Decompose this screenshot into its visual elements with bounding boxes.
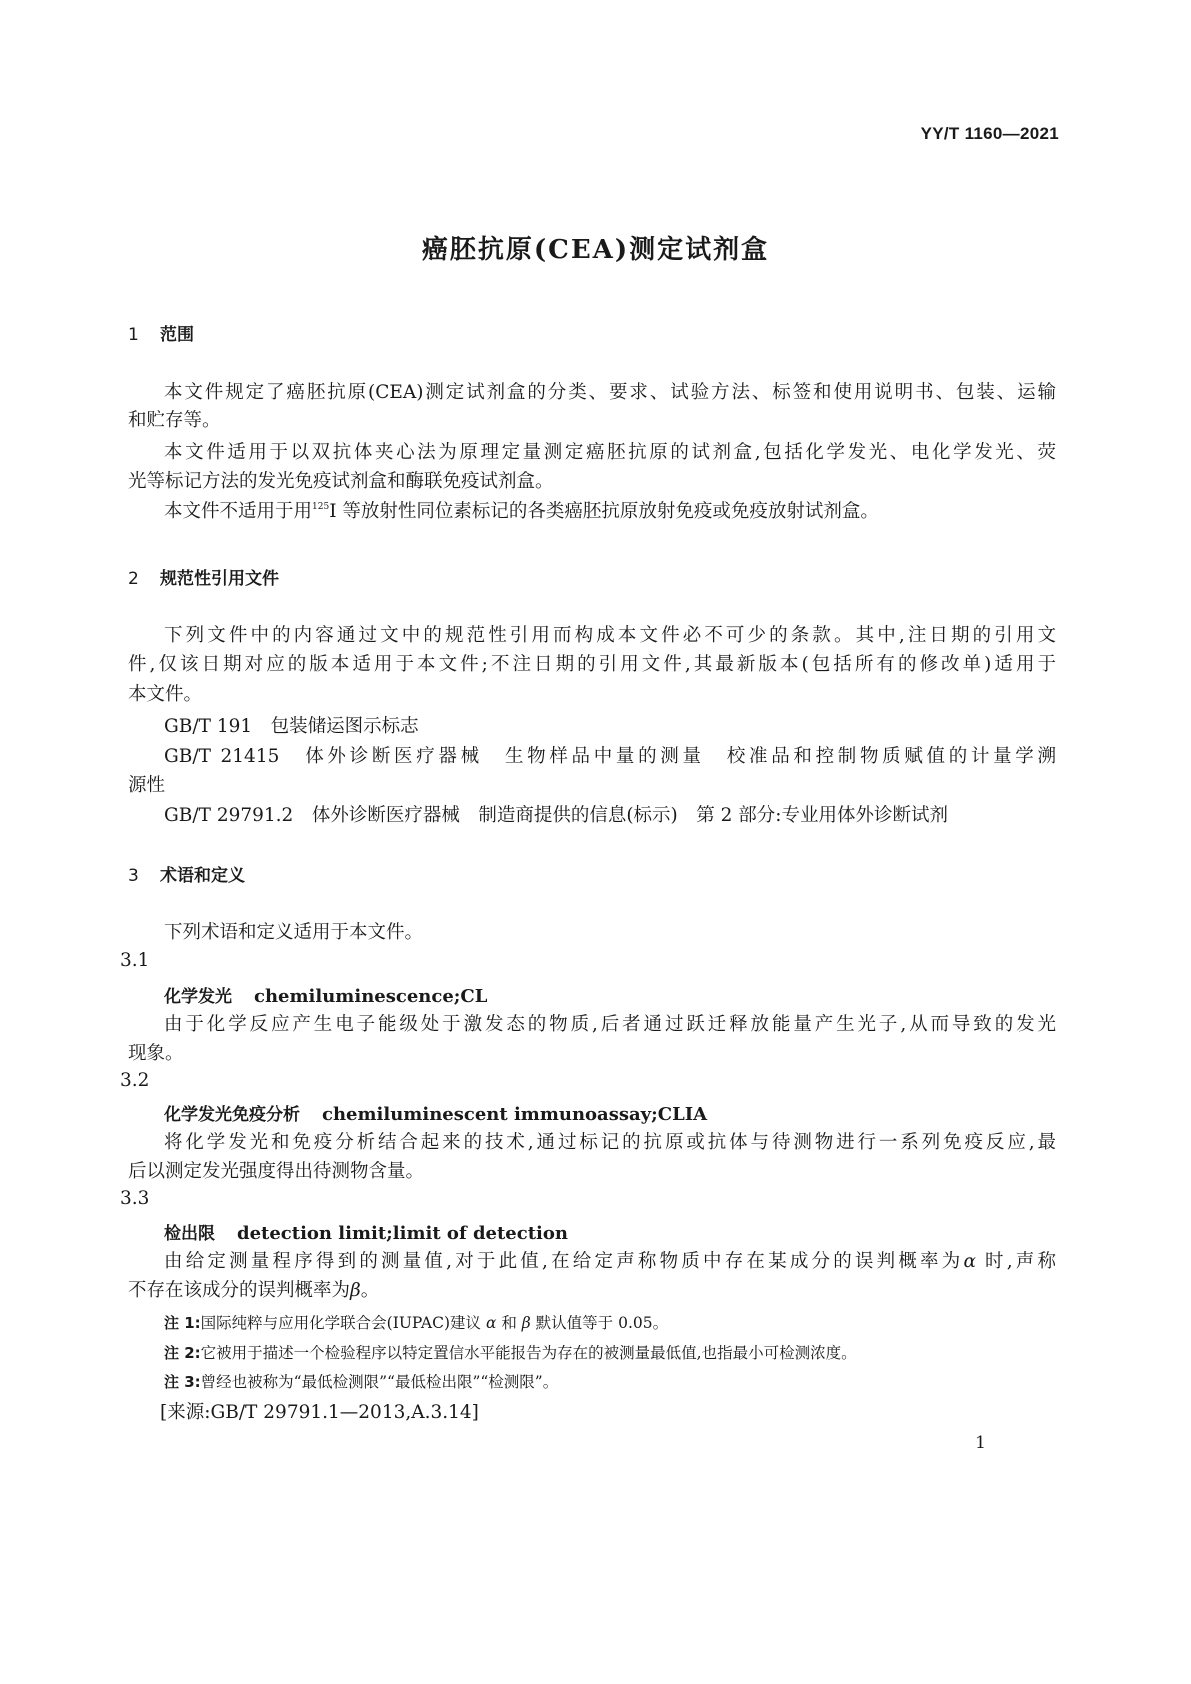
note-1 — [164, 1311, 668, 1333]
section-1-paragraph-1-line-1: 本文件规定了癌胚抗原(CEA)测定试剂盒的分类、要求、试验方法、标签和使用说明书、包装、运输 — [164, 382, 1056, 403]
section-1-number: 1 — [128, 325, 139, 345]
section-2-number: 2 — [128, 569, 139, 589]
section-2-intro-line-2: 件,仅该日期对应的版本适用于本文件;不注日期的引用文件,其最新版本(包括所有的修改单)适用于 — [128, 654, 1056, 675]
section-2-intro-line-3: 本文件。 — [128, 684, 203, 705]
section-1-title: 范围 — [160, 325, 194, 345]
note-2-label: 注 2: — [164, 1344, 201, 1362]
section-1-heading — [128, 320, 194, 345]
note-1-text-c: 默认值等于 0.05。 — [530, 1314, 669, 1332]
term-3-3-def2-text-b: 。 — [360, 1280, 380, 1301]
term-3-1-heading — [164, 982, 487, 1007]
term-3-2-definition-line-1: 将化学发光和免疫分析结合起来的技术,通过标记的抗原或抗体与待测物进行一系列免疫反应,最 — [164, 1132, 1056, 1153]
term-3-2-heading — [164, 1100, 707, 1125]
term-3-3-english: detection limit;limit of detection — [237, 1223, 568, 1244]
section-3-heading — [128, 861, 245, 886]
section-1-paragraph-3 — [164, 497, 879, 523]
reference-gbt-21415-line-2: 源性 — [128, 775, 166, 796]
term-3-3-definition-line-2 — [128, 1276, 379, 1302]
term-3-3-def2-text-a: 不存在该成分的误判概率为 — [128, 1280, 351, 1301]
term-3-2-chinese: 化学发光免疫分析 — [164, 1105, 300, 1125]
reference-gbt-29791-2: GB/T 29791.2 体外诊断医疗器械 制造商提供的信息(标示) 第 2 部分:专业用体外诊断试剂 — [164, 805, 949, 826]
term-3-3-def-text-b: 时,声称 — [975, 1251, 1057, 1272]
term-3-3-number: 3.3 — [120, 1188, 150, 1209]
term-3-2-number: 3.2 — [120, 1070, 150, 1091]
page-number: 1 — [975, 1433, 986, 1453]
term-3-3-chinese: 检出限 — [164, 1224, 215, 1244]
term-3-1-english: chemiluminescence;CL — [254, 986, 488, 1007]
note-3-text: 曾经也被称为“最低检测限”“最低检出限”“检测限”。 — [200, 1373, 559, 1391]
standard-code: YY/T 1160—2021 — [920, 124, 1059, 143]
note-1-text-b: 和 — [496, 1314, 522, 1332]
paragraph-3-text-after: I 等放射性同位素标记的各类癌胚抗原放射免疫或免疫放射试剂盒。 — [329, 501, 879, 522]
note-1-label: 注 1: — [164, 1314, 201, 1332]
alpha-symbol: α — [963, 1251, 976, 1272]
section-2-heading — [128, 564, 279, 589]
source-citation: [来源:GB/T 29791.1—2013,A.3.14] — [160, 1402, 479, 1423]
section-2-intro-line-1: 下列文件中的内容通过文中的规范性引用而构成本文件必不可少的条款。其中,注日期的引用文 — [164, 625, 1056, 646]
reference-gbt-191: GB/T 191 包装储运图示标志 — [164, 716, 419, 737]
section-1-paragraph-2-line-2: 光等标记方法的发光免疫试剂盒和酶联免疫试剂盒。 — [128, 471, 554, 492]
paragraph-3-text-before: 本文件不适用于用 — [164, 501, 313, 522]
term-3-3-heading — [164, 1219, 568, 1244]
note-1-alpha: α — [485, 1314, 497, 1332]
term-3-2-english: chemiluminescent immunoassay;CLIA — [322, 1104, 708, 1125]
note-3-label: 注 3: — [164, 1373, 201, 1391]
document-title: 癌胚抗原(CEA)测定试剂盒 — [421, 235, 770, 265]
term-3-2-definition-line-2: 后以测定发光强度得出待测物含量。 — [128, 1161, 425, 1182]
term-3-1-definition-line-1: 由于化学反应产生电子能级处于激发态的物质,后者通过跃迁释放能量产生光子,从而导致的发光 — [164, 1014, 1056, 1035]
note-2-text: 它被用于描述一个检验程序以特定置信水平能报告为存在的被测量最低值,也指最小可检测浓度。 — [200, 1344, 857, 1362]
term-3-3-definition-line-1 — [164, 1247, 1056, 1273]
section-2-title: 规范性引用文件 — [160, 569, 279, 589]
section-1-paragraph-2-line-1: 本文件适用于以双抗体夹心法为原理定量测定癌胚抗原的试剂盒,包括化学发光、电化学发光、荧 — [164, 442, 1056, 463]
isotope-mass-number: 125 — [312, 502, 330, 512]
term-3-1-chinese: 化学发光 — [164, 987, 232, 1007]
term-3-3-def-text-a: 由给定测量程序得到的测量值,对于此值,在给定声称物质中存在某成分的误判概率为 — [164, 1251, 964, 1272]
section-1-paragraph-1-line-2: 和贮存等。 — [128, 410, 221, 431]
note-1-text-a: 国际纯粹与应用化学联合会(IUPAC)建议 — [200, 1314, 486, 1332]
section-3-title: 术语和定义 — [160, 866, 245, 886]
section-3-number: 3 — [128, 866, 139, 886]
term-3-1-definition-line-2: 现象。 — [128, 1043, 184, 1064]
note-3 — [164, 1370, 558, 1392]
note-1-beta: β — [521, 1314, 531, 1332]
note-2 — [164, 1341, 857, 1363]
beta-symbol: β — [350, 1280, 361, 1301]
reference-gbt-21415-line-1: GB/T 21415 体外诊断医疗器械 生物样品中量的测量 校准品和控制物质赋值的计量学溯 — [164, 746, 1056, 767]
term-3-1-number: 3.1 — [120, 950, 150, 971]
section-3-intro: 下列术语和定义适用于本文件。 — [164, 922, 424, 943]
